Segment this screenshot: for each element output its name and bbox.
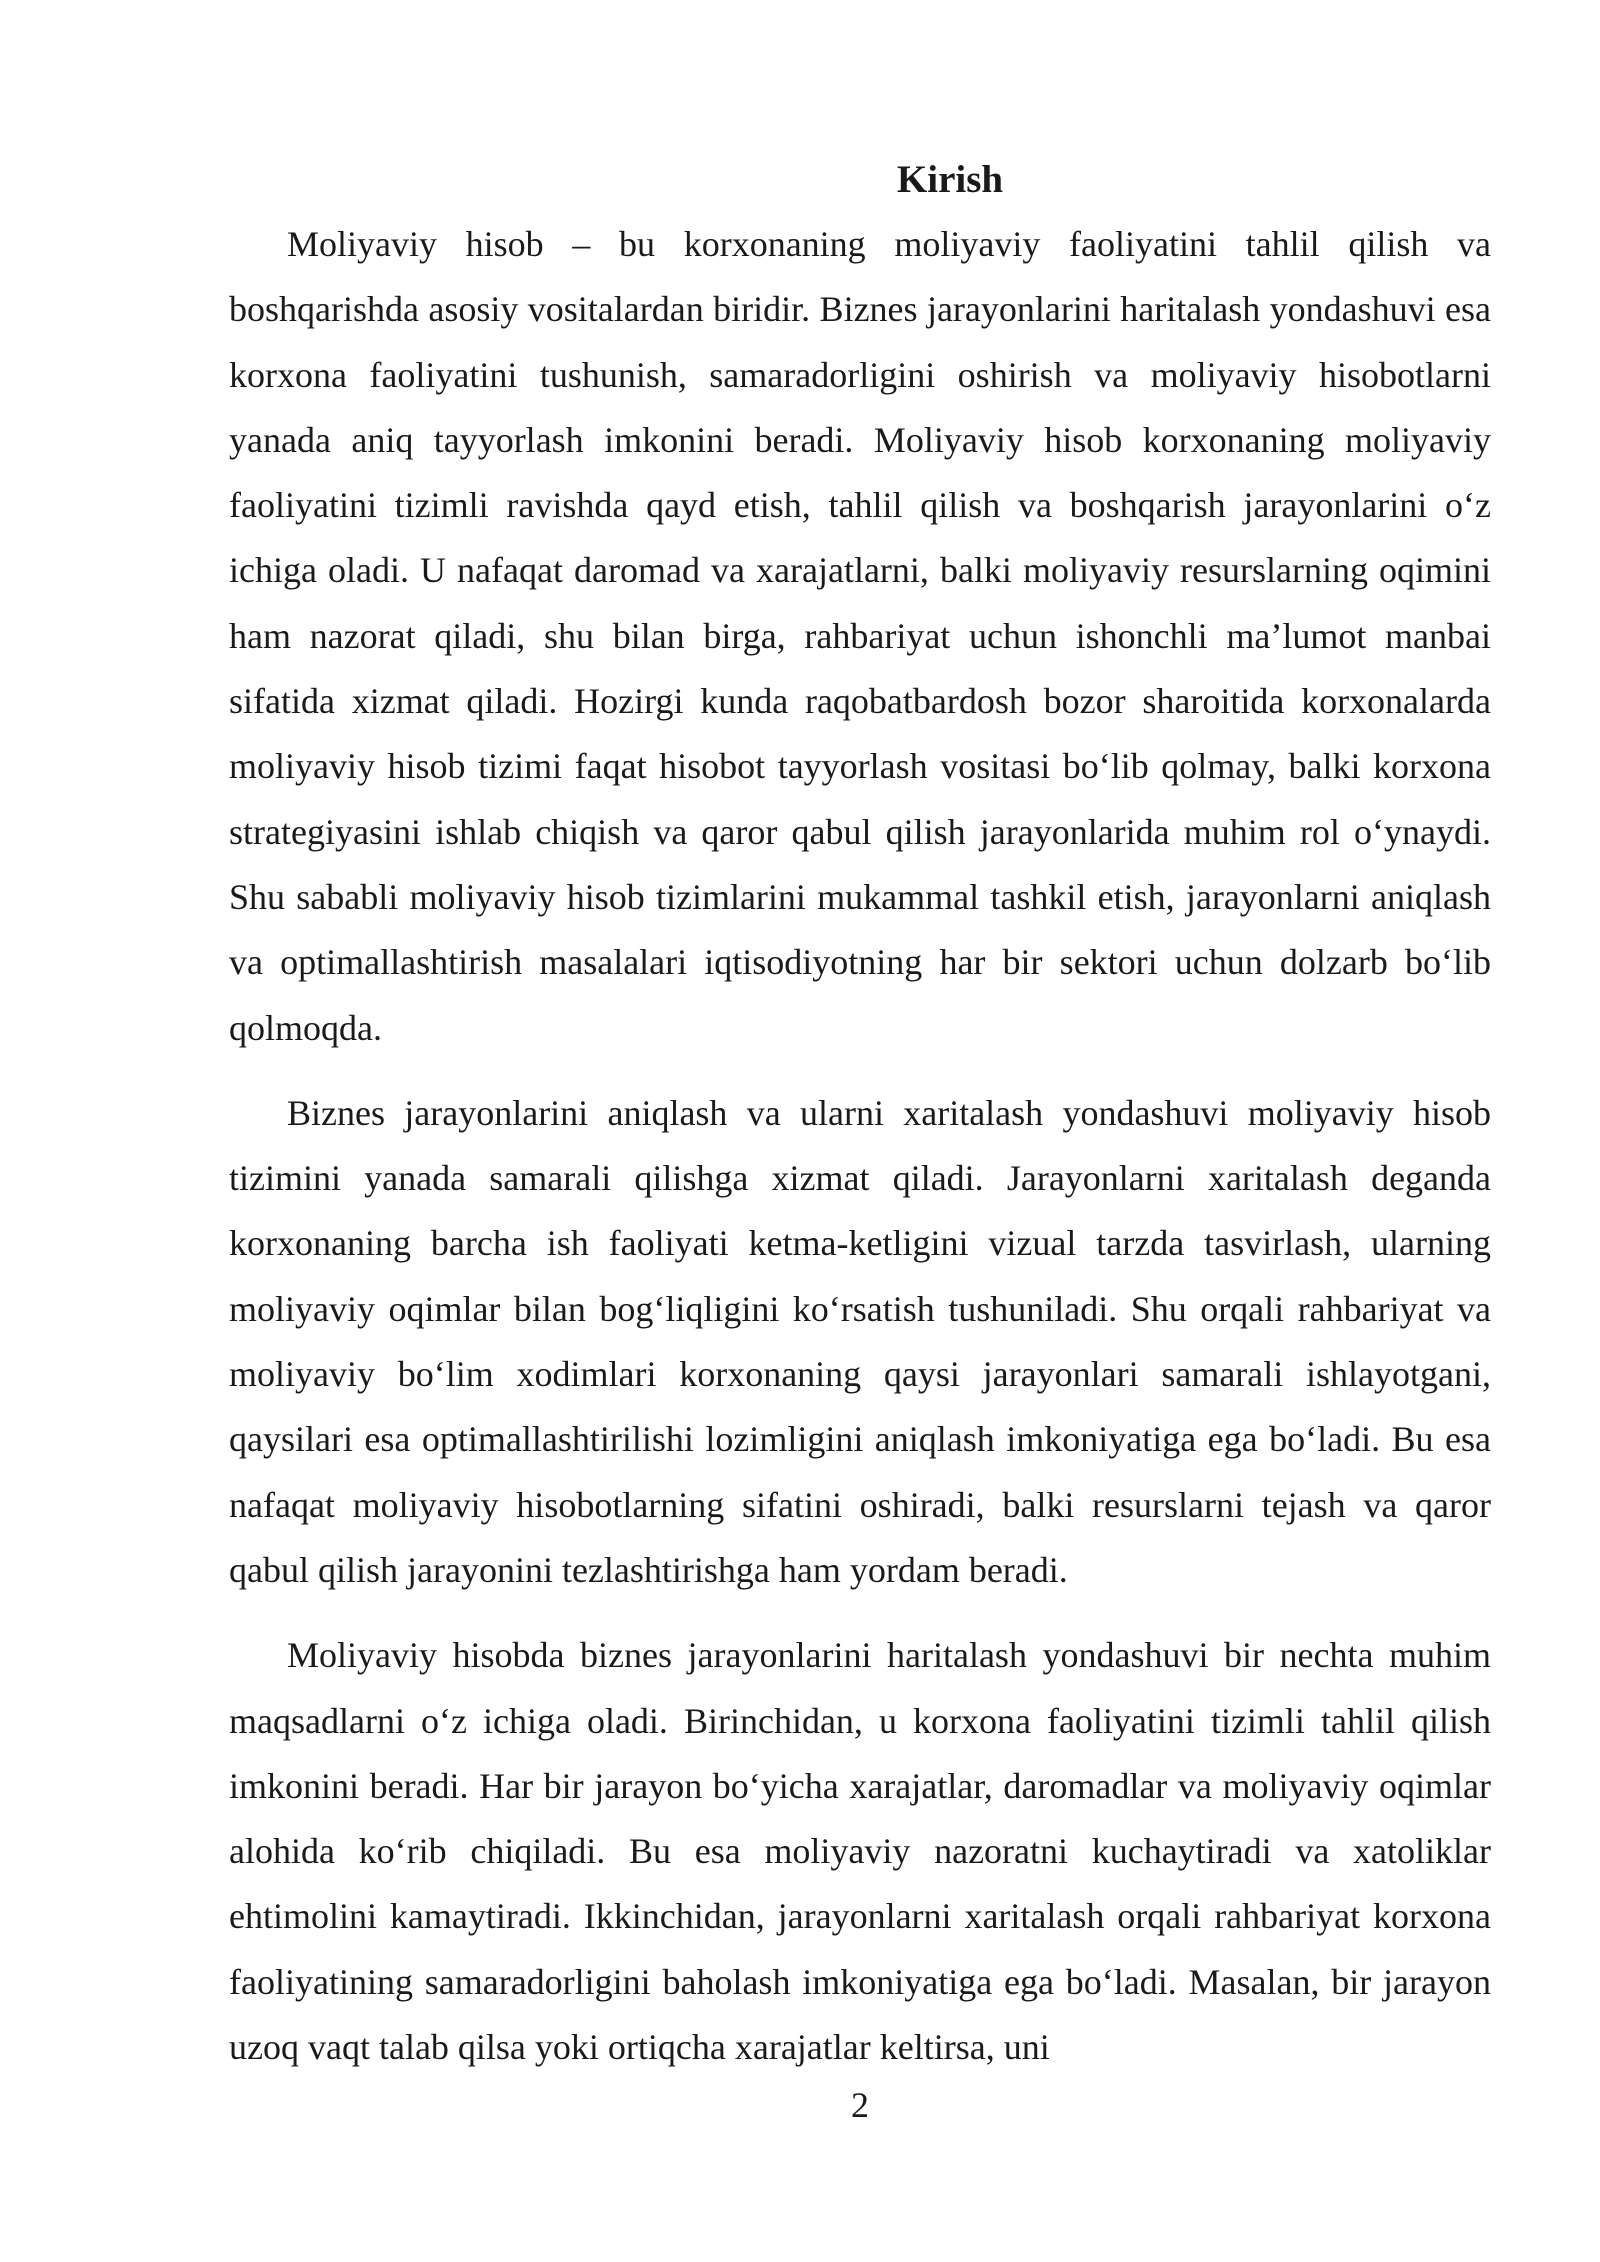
- paragraph-2: Biznes jarayonlarini aniqlash va ularni xaritalash yondashuvi moliyaviy hisob tizimini yanada samarali qilishga xizmat qiladi. Jarayonlarni xaritalash deganda korxonaning barcha ish faoliyati ketma-ketligini vizual tarzda tasvirlash, ularning moliyaviy oqimlar bilan bog‘liqligini ko‘rsatish tushuniladi. Shu orqali rahbariyat va moliyaviy bo‘lim xodimlari korxonaning qaysi jarayonlari samarali ishlayotgani, qaysilari esa optimallashtirilishi lozimligini aniqlash imkoniyatiga ega bo‘ladi. Bu esa nafaqat moliyaviy hisobotlarning sifatini oshiradi, balki resurslarni tejash va qaror qabul qilish jarayonini tezlashtirishga ham yordam beradi.: [229, 1092, 1491, 1590]
- page-number: 2: [851, 2085, 869, 2125]
- paragraph-1: Moliyaviy hisob – bu korxonaning moliyaviy faoliyatini tahlil qilish va boshqarishda asosiy vositalardan biridir. Biznes jarayonlarini haritalash yondashuvi esa korxona faoliyatini tushunish, samaradorligini oshirish va moliyaviy hisobotlarni yanada aniq tayyorlash imkonini beradi. Moliyaviy hisob korxonaning moliyaviy faoliyatini tizimli ravishda qayd etish, tahlil qilish va boshqarish jarayonlarini o‘z ichiga oladi. U nafaqat daromad va xarajatlarni, balki moliyaviy resurslarning oqimini ham nazorat qiladi, shu bilan birga, rahbariyat uchun ishonchli ma’lumot manbai sifatida xizmat qiladi. Hozirgi kunda raqobatbardosh bozor sharoitida korxonalarda moliyaviy hisob tizimi faqat hisobot tayyorlash vositasi bo‘lib qolmay, balki korxona strategiyasini ishlab chiqish va qaror qabul qilish jarayonlarida muhim rol o‘ynaydi. Shu sababli moliyaviy hisob tizimlarini mukammal tashkil etish, jarayonlarni aniqlash va optimallashtirish masalalari iqtisodiyotning har bir sektori uchun dolzarb bo‘lib qolmoqda.: [229, 224, 1491, 1048]
- page-content: [229, 150, 1491, 2080]
- page-title: Kirish: [896, 158, 1004, 201]
- paragraph-3: Moliyaviy hisobda biznes jarayonlarini haritalash yondashuvi bir nechta muhim maqsadlarni o‘z ichiga oladi. Birinchidan, u korxona faoliyatini tizimli tahlil qilish imkonini beradi. Har bir jarayon bo‘yicha xarajatlar, daromadlar va moliyaviy oqimlar alohida ko‘rib chiqiladi. Bu esa moliyaviy nazoratni kuchaytiradi va xatoliklar ehtimolini kamaytiradi. Ikkinchidan, jarayonlarni xaritalash orqali rahbariyat korxona faoliyatining samaradorligini baholash imkoniyatiga ega bo‘ladi. Masalan, bir jarayon uzoq vaqt talab qilsa yoki ortiqcha xarajatlar keltirsa, uni: [229, 1635, 1491, 2068]
